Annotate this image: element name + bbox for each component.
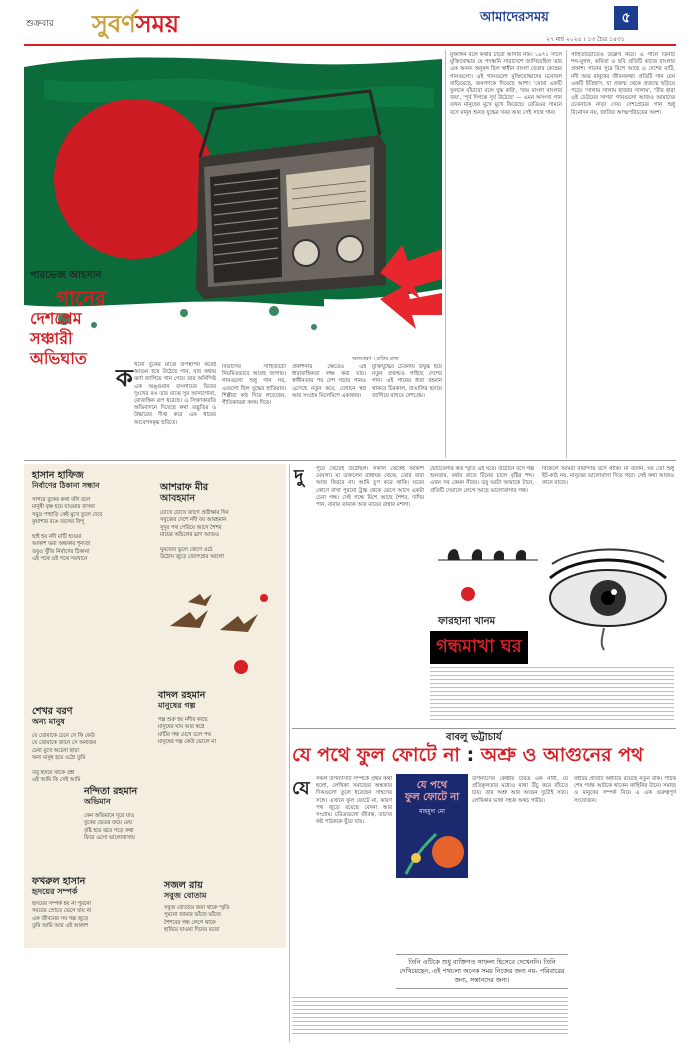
right-col1-text: মুক্তাঙ্গন বলে কথার চারো আসার নাম। ১৯৭১ সালে মুক্তিযোদ্ধার যে পদধ্বনি সারাদেশে জাগিয়েছিল তার এক অনন্য অনুষঙ্গ ছিল স্বাধীন বাংলা বেতার কেন্দ্রের গানগুলো। এই গানগুলো মুক্তিযোদ্ধাদের মনোবল বাড়িয়েছে, জনগণকে দিয়েছে আশা। 'মোরা একটি ফুলকে বাঁচাবো বলে যুদ্ধ করি', 'জয় বাংলা বাংলার জয়', 'পূর্ব দিগন্তে সূর্য উঠেছে' — এমন অসংখ্য গান তখন মানুষের মুখে মুখে ফিরেছে। রেডিওর সামনে বসে মানুষ শুনত যুদ্ধের খবর আর সেই সাথে গান।	[450, 52, 562, 116]
section-rule	[292, 728, 676, 729]
poem-body: হৃদয়ের সম্পর্ক হয় না পুরনো সময়ের স্রোতে ভেসে যায় না এক জীবনের সব গল্প জুড়ে তুমি আমি আর এই আকাশ	[32, 901, 92, 930]
page-number-badge	[614, 6, 638, 30]
poem-title: অন্য মানুষ	[32, 717, 65, 726]
book-cover	[396, 774, 468, 878]
poem-body: সাগরে বুকের কথা বলি বলে মানুষী বৃক্ষ হয়ে যাওয়ার বাসনা সমুদ্র পাহাড়ি কেই মুখে তুলে দেবে কুয়াশার রঙে জলের বিন্দু ছাই হয় নদী মাটি হাওয়া আকাশ ভরা অন্ধকার শূন্যতা তবুও খুঁজি নির্বাণের ঠিকানা এই পথে ওই পথে সবখানে	[32, 497, 103, 563]
masthead	[0, 0, 700, 46]
poem-title: অভিমান	[84, 797, 111, 806]
story-section	[292, 464, 676, 726]
brand-name: আমাদেরসময়	[480, 10, 549, 25]
poem-title: নির্বাণের ঠিকানা সন্ধান	[32, 481, 100, 490]
poem-body: কেন অভিমানে দূরে যাও বুকের ভেতর জমে মেঘ বৃষ্টি হয়ে ঝরে পড়ে কথা ফিরে এসো ভালোবাসায়	[84, 813, 135, 842]
column-divider	[289, 464, 290, 1042]
story-author: ফারহানা খানম	[438, 616, 496, 627]
review-pullquote	[396, 954, 568, 989]
poem-body: গল্প শুরু হয় নদীর কাছে মানুষের ঘাম আর স্বপ্নে মাটির গন্ধ মেখে চলে পথ মানুষের গল্প কেউ ভোলে না	[158, 717, 216, 746]
poem-title: আবহমান	[160, 493, 196, 504]
lead-headline-line1: গানের	[56, 286, 106, 310]
poem-hasan-hafiz	[32, 470, 150, 564]
review-title-sep: :	[466, 744, 481, 766]
lead-headline-line4: অভিঘাত	[30, 349, 87, 368]
review-title	[292, 744, 676, 766]
poem-title: হৃদয়ের সম্পর্ক	[32, 887, 78, 896]
poem-author: নন্দিতা রহমান	[84, 786, 138, 797]
book-title-line1: যে পথে	[416, 780, 448, 791]
poem-badal-rahman	[158, 690, 280, 747]
brand-logo	[476, 8, 553, 28]
book-title	[396, 780, 468, 804]
story-title: গন্ধমাখা ঘর	[430, 631, 528, 664]
poem-author: আশরাফ মীর	[160, 482, 209, 493]
story-body-col3: বিকেলে আমরা বারান্দায় বসে থাকি। মা বলেন, ঘর তো শুধু ইট-কাঠ নয়, মানুষের ভালোবাসা দিয়ে গড়া। সেই কথা আজও কানে বাজে।	[542, 466, 674, 487]
poem-body: যে তোমাকে চেনে সে কি কেউ যে তোমাকে জানে সে অন্যজন চেনা মুখে অচেনা ছায়া অন্য মানুষ হয়ে ওঠো তুমি তবু হৃদয়ে থাকে প্রশ্ন এই আমি কি সেই আমি	[32, 733, 97, 784]
poem-body: চোখে চোখে জাগে প্রতীক্ষার দিন সবুজের দেশে নদী বয় আবহমান সুদূর পথ পেরিয়ে আসে শৈশব মায়ের আঁচলের ঘ্রাণ আজও ঘুমঘোর ভুলে জেগে ওঠে উঠোন জুড়ে জ্যোৎস্নার আলো	[160, 510, 229, 561]
lead-body-col2: প্রকাশনার ক্ষেত্রেও এই ধারাবাহিকতা লক্ষ করা যায়। স্বাধীনতার পর দেশ গড়ার গানও এসেছে নতুন করে, যেখানে স্বপ্ন আর সংগ্রাম মিলেমিশে একাকার।	[292, 364, 366, 399]
photo-credit: অলংকরণ । রাকিব রাজ	[352, 356, 399, 362]
date-line: ২৭ মার্চ ২০২৫ । ১৩ চৈত্র ১৪৩১	[546, 36, 625, 43]
book-author: মাহমুদা মো	[419, 808, 445, 815]
review-dropcap: যে	[292, 778, 310, 799]
lead-headline-line3: সঞ্চারী	[30, 329, 73, 348]
story-heading	[430, 614, 528, 664]
poem-author: হাসান হাফিজ	[32, 470, 84, 481]
lead-headline-block	[30, 268, 148, 369]
lead-intro-text: খনো বুকের মাঝে উপস্থাপন করেই আগুন হয়ে উঠেছে গান, যার কথায় ঝর্ণা জাগিয়ে গান গেয়ে তার অনিন্দিষ্ট এক অঙ্গুরান বাংলায়ের ভিতর দুঃখের রঙ তার মাঝে সুর আনাগোনা, রোজন্ত্রিক রূপ ধরেছে। এ সিক্তাকারতি অভিবাদনে দিয়েছে কথা তদ্ভুতির ও উদ্ধারের দীপ্ত করে এক ধারের আবেগসমৃদ্ধ ছবিতে।	[134, 362, 216, 426]
header-rule	[24, 44, 676, 46]
story-continued-text	[430, 664, 674, 720]
lead-body-col3: মুক্তিযুদ্ধের চেতনায় উদ্বুদ্ধ হয়ে নতুন প্রজন্মও গাইছে দেশের গান। এই গানের ধারা বহমান থাকবে চিরকাল, বাঙালির হৃদয়ে জাগিয়ে রাখবে দেশপ্রেম।	[372, 364, 442, 399]
poem-fakhrul-hasan	[32, 876, 154, 931]
poem-ashraf-mir	[160, 482, 280, 562]
review-title-part2: অশ্রু ও আগুনের পথ	[480, 744, 644, 766]
review-body-col1: সকল উপন্যাসটি সম্পর্কে প্রথম কথা হলো, লেখিকা সমাজের অন্ধকার দিকগুলো তুলে ধরেছেন সাহসের সঙ্গে। এখানে ফুল ফোটে না, কারণ পথ জুড়ে রয়েছে বেদনা আর সংগ্রাম। চরিত্রগুলো জীবন্ত, তাদের কষ্ট পাঠককে ছুঁয়ে যায়।	[316, 776, 392, 826]
story-body-col2: ছোটবেলার কত স্মৃতি এই ঘরে। উঠোনে বসে গল্প শুনতাম, বর্ষার রাতে টিনের চালে বৃষ্টির শব্দ। এখন সব কেমন নীরব। তবু ঘরটা আমাকে টানে, প্রতিটি দেয়ালে লেগে আছে ভালোবাসার গন্ধ।	[430, 466, 534, 494]
sun-dot	[234, 660, 248, 674]
poetry-panel	[24, 464, 286, 948]
lead-intro	[116, 362, 216, 454]
poem-title: সবুজ বোতাম	[164, 891, 207, 900]
review-caption: তিনি এটিকে শুধু ব্যক্তিগত সাফল্য হিসেবে দেখেননি। তিনি দেখিয়েছেন, এই পথচলা অনেক সময় নিজের জন্য নয়- পরিবারের জন্য, সন্তানদের জন্য।	[399, 958, 565, 984]
lead-body-col1: বিভাগের সাহিত্যচর্চা নিয়মিতভাবে আগ্রহ জাগায়। গানগুলো শুধু গান নয়, এগুলো ছিল যুদ্ধের হাতিয়ার। শিল্পীরা কণ্ঠ দিয়ে লড়েছেন, গীতিকাররা কলম দিয়ে।	[222, 364, 286, 407]
section-title-part1: সুবর্ণ	[92, 9, 136, 38]
poem-shekhar-baran	[32, 706, 148, 785]
lead-author: পারভেজ আহসান	[30, 270, 102, 281]
page-number: ৫	[621, 10, 631, 26]
story-body-col1: পুরে খেতেই উঠেছিল। সকাল থেকেই আকাশ মেঘলা। মা ডাকলেন রান্নাঘর থেকে, তোর বাবা আজ ফিরবে না। আমি চুপ করে থাকি। ঘরের কোণে রাখা পুরনো ট্রাঙ্ক থেকে ভেসে আসে একটা চেনা গন্ধ। সেই গন্ধে মিশে আছে শৈশব, দাদির পান, বাবার তামাক আর মায়ের রান্নার মশলা।	[316, 466, 424, 509]
birds-illustration	[160, 590, 280, 644]
review-body-col3: বইটির প্রতিটি অধ্যায়ে রয়েছে নতুন বাঁক। পাঠক শেষ পর্যন্ত আটকে থাকেন কাহিনির টানে। সমাজ ও মানুষের সম্পর্ক নিয়ে এ এক গুরুত্বপূর্ণ সংযোজন।	[574, 776, 676, 804]
lead-dropcap: ক	[116, 364, 133, 392]
poem-body: সবুজ বোতামে জমা থাকে স্মৃতি পুরনো জামার ভাঁজে ভাঁজে শৈশবের গন্ধ লেগে থাকে হারিয়ে যাওয়া দিনের মতো	[164, 905, 230, 934]
poem-title: মানুষের গল্প	[158, 701, 196, 710]
poem-author: ফখরুল হাসান	[32, 876, 86, 887]
poem-nandita-rahman	[84, 786, 204, 843]
poem-author: সজল রায়	[164, 880, 203, 891]
section-rule	[24, 460, 676, 461]
review-author: বাবলু ভট্টাচার্য	[446, 732, 502, 743]
day-label: শুক্রবার	[26, 19, 54, 29]
poem-author: বাদল রহমান	[158, 690, 206, 701]
poem-sajal-roy	[164, 880, 282, 935]
right-col2-text: সাহিত্যচর্চাতেও উল্লেখ করে। এ গানে তিনটি শব্দ-যুগল, কবিতা ও ছবি প্রতিটি কাজে বাংলার প্রকাশ। গানের সুরে মিশে আছে এ দেশের মাটি, নদী আর মানুষের জীবনকথা। প্রতিটি গান যেন একটি ইতিহাস, যা প্রজন্ম থেকে প্রজন্মে ছড়িয়ে পড়ে। 'সালাম সালাম হাজার সালাম', 'তীর হারা এই ঢেউয়ের সাগর' গানগুলো আজও আমাদের চেতনাকে নাড়া দেয়। দেশপ্রেমের গান শুধু বিনোদন নয়, জাতির আত্মপরিচয়ের অংশ।	[571, 52, 675, 116]
column-divider	[566, 50, 567, 458]
book-title-line2: ফুল ফোটে না	[404, 792, 460, 803]
section-title-part2: সময়	[135, 9, 180, 38]
column-divider	[445, 50, 446, 458]
section-title	[92, 6, 179, 46]
review-body-col2: উপন্যাসের কেন্দ্রীয় চরিত্র এক নারী, যে প্রতিকূলতার মধ্যেও মাথা উঁচু করে বাঁচতে চায়। তার অশ্রু আর আগুন দুটোই সত্য। লেখিকার ভাষা সহজ অথচ গভীর।	[472, 776, 568, 804]
poem-author: শেখর বরণ	[32, 706, 73, 717]
birds-icon	[160, 590, 280, 644]
review-title-part1: যে পথে ফুল ফোটে না	[292, 744, 460, 766]
lead-headline-line2: দেশপ্রেম	[30, 309, 82, 328]
review-footer-text	[292, 994, 568, 1034]
story-dropcap: দু	[294, 466, 304, 487]
review-section	[292, 730, 676, 1042]
